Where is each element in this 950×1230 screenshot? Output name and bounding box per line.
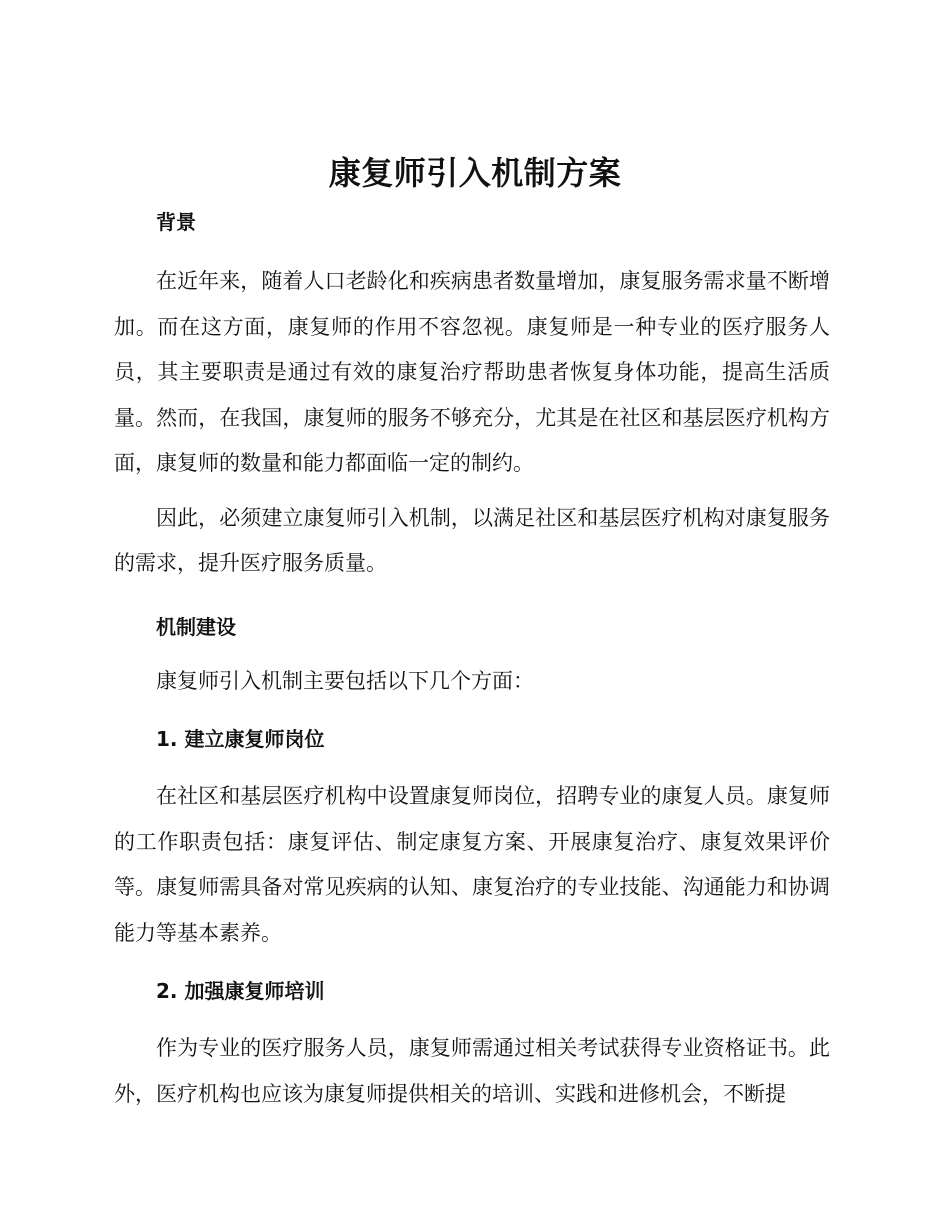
background-paragraph-1: 在近年来，随着人口老龄化和疾病患者数量增加，康复服务需求量不断增加。而在这方面，康复师的作用不容忽视。康复师是一种专业的医疗服务人员，其主要职责是通过有效的康复治疗帮助患者恢复身体功能，提高生活质量。然而，在我国，康复师的服务不够充分，尤其是在社区和基层医疗机构方面，康复师的数量和能力都面临一定的制约。 xyxy=(114,269,830,475)
background-paragraph-2: 因此，必须建立康复师引入机制，以满足社区和基层医疗机构对康复服务的需求，提升医疗服务质量。 xyxy=(114,505,830,575)
mechanism-intro-paragraph: 康复师引入机制主要包括以下几个方面： xyxy=(156,668,534,693)
item-2-paragraph: 作为专业的医疗服务人员，康复师需通过相关考试获得专业资格证书。此外，医疗机构也应该为康复师提供相关的培训、实践和进修机会，不断提 xyxy=(114,1036,830,1106)
item-1-heading: 1. 建立康复师岗位 xyxy=(156,727,325,751)
document-body xyxy=(114,200,830,1117)
section-heading-mechanism: 机制建设 xyxy=(156,614,236,639)
item-2-heading: 2. 加强康复师培训 xyxy=(156,979,325,1003)
item-1-paragraph: 在社区和基层医疗机构中设置康复师岗位，招聘专业的康复人员。康复师的工作职责包括：康复评估、制定康复方案、开展康复治疗、康复效果评价等。康复师需具备对常见疾病的认知、康复治疗的专业技能、沟通能力和协调能力等基本素养。 xyxy=(114,784,830,945)
document-title: 康复师引入机制方案 xyxy=(328,154,622,192)
section-heading-background: 背景 xyxy=(156,210,196,234)
